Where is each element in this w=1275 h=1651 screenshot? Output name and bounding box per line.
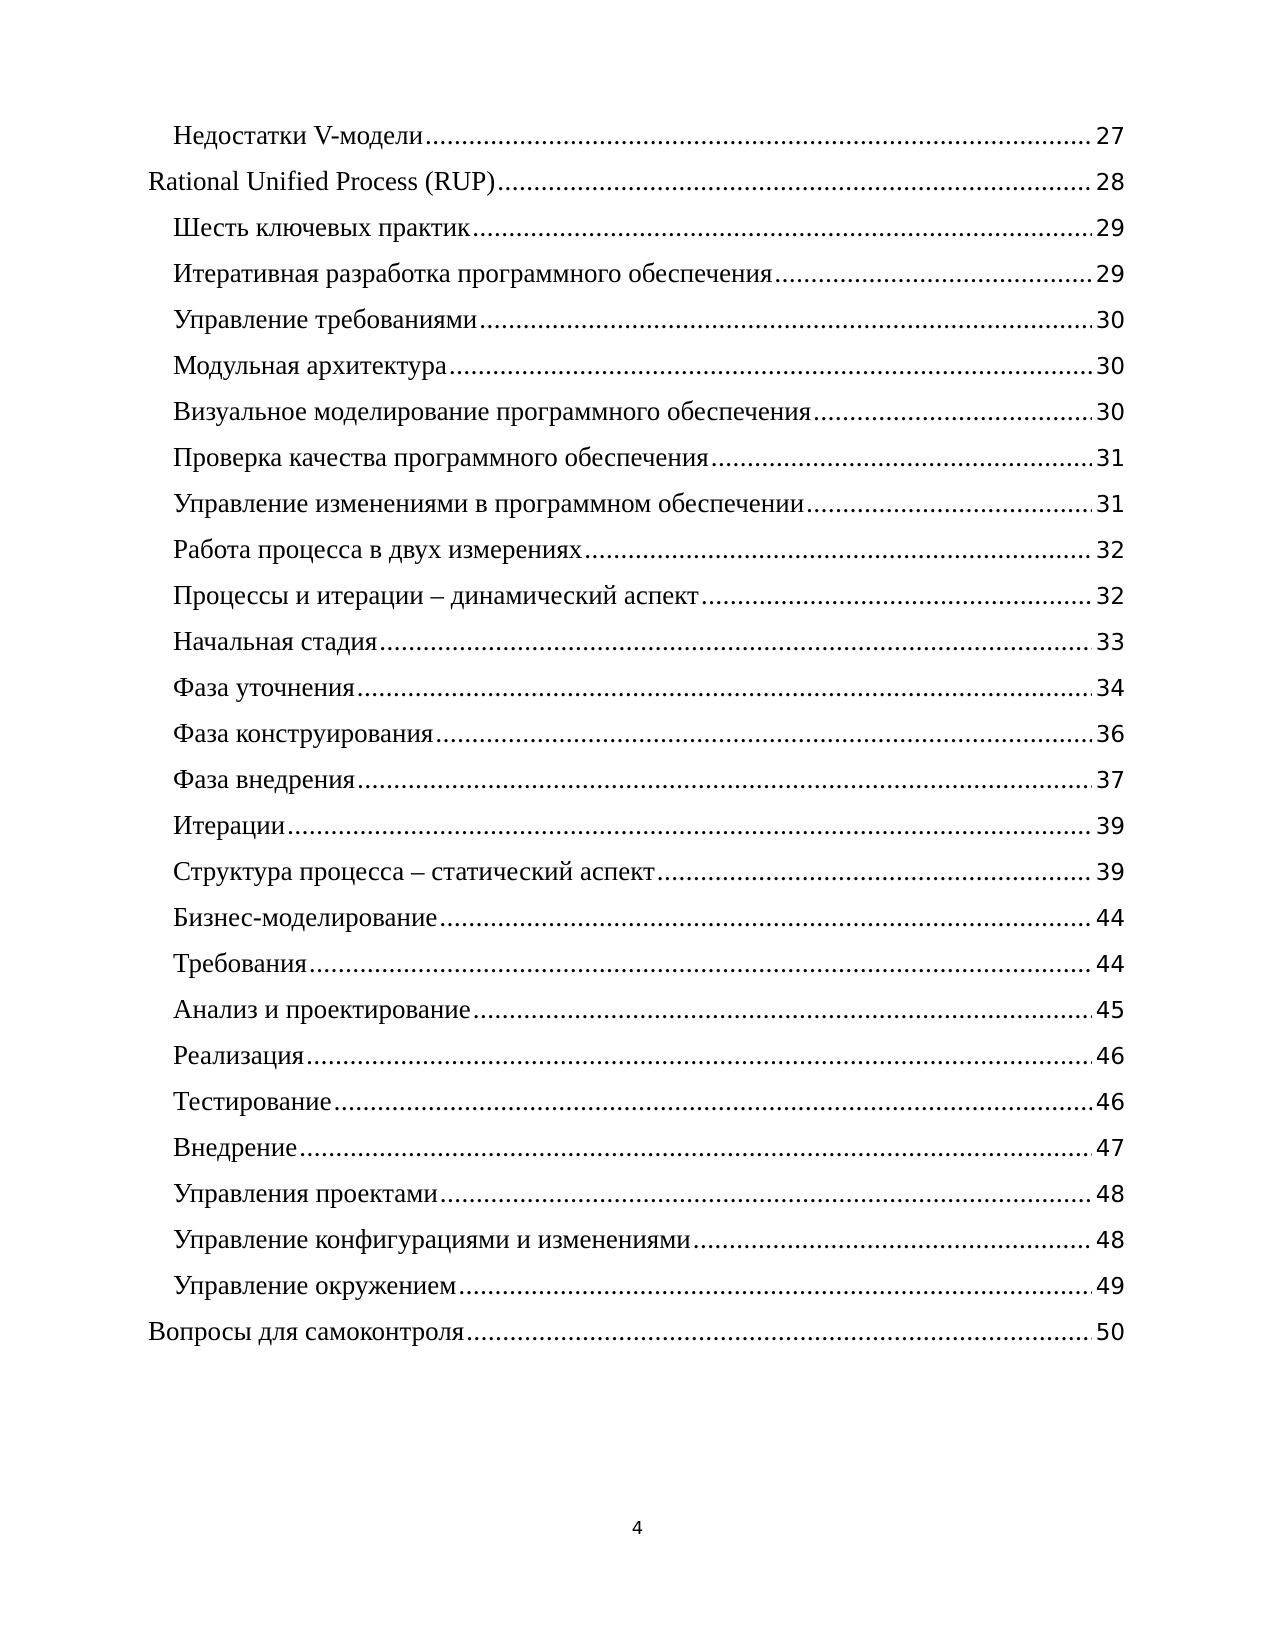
toc-entry-page-number: 50 xyxy=(1095,1320,1125,1346)
toc-entry-page-number: 29 xyxy=(1095,216,1125,242)
toc-entry[interactable] xyxy=(148,388,1125,434)
toc-entry-page-number: 48 xyxy=(1095,1228,1125,1254)
toc-entry-title: Шесть ключевых практик xyxy=(173,212,471,242)
toc-entry[interactable] xyxy=(148,250,1125,296)
toc-entry-title: Недостатки V-модели xyxy=(173,120,424,150)
toc-entry-title: Бизнес-моделирование xyxy=(173,902,438,932)
toc-dot-leader xyxy=(466,1308,1092,1354)
toc-dot-leader xyxy=(306,1032,1092,1078)
toc-entry[interactable] xyxy=(148,940,1125,986)
page-number: 4 xyxy=(631,1518,644,1539)
toc-dot-leader xyxy=(309,940,1092,986)
toc-entry-title: Фаза конструирования xyxy=(173,718,434,748)
toc-entry[interactable] xyxy=(148,1216,1125,1262)
toc-entry[interactable] xyxy=(148,756,1125,802)
toc-entry[interactable] xyxy=(148,848,1125,894)
toc-dot-leader xyxy=(774,250,1092,296)
toc-entry-page-number: 47 xyxy=(1095,1136,1125,1162)
toc-dot-leader xyxy=(357,664,1092,710)
toc-entry-title: Требования xyxy=(173,948,307,978)
toc-entry-page-number: 46 xyxy=(1095,1090,1125,1116)
toc-entry-page-number: 31 xyxy=(1095,446,1125,472)
toc-entry-page-number: 37 xyxy=(1095,768,1125,794)
toc-entry-page-number: 31 xyxy=(1095,492,1125,518)
toc-dot-leader xyxy=(425,112,1092,158)
toc-entry-page-number: 36 xyxy=(1095,722,1125,748)
toc-dot-leader xyxy=(287,802,1092,848)
toc-entry[interactable] xyxy=(148,1170,1125,1216)
toc-dot-leader xyxy=(701,572,1092,618)
toc-entry[interactable] xyxy=(148,1308,1125,1354)
toc-dot-leader xyxy=(357,756,1092,802)
toc-entry-page-number: 30 xyxy=(1095,354,1125,380)
toc-entry-title: Внедрение xyxy=(173,1132,298,1162)
toc-entry-title: Работа процесса в двух измерениях xyxy=(173,534,583,564)
toc-entry-page-number: 45 xyxy=(1095,998,1125,1024)
toc-dot-leader xyxy=(435,710,1092,756)
toc-entry-page-number: 29 xyxy=(1095,262,1125,288)
toc-entry-title: Визуальное моделирование программного обеспечения xyxy=(173,396,812,426)
toc-dot-leader xyxy=(449,342,1092,388)
toc-entry-page-number: 48 xyxy=(1095,1182,1125,1208)
toc-dot-leader xyxy=(497,158,1092,204)
toc-entry[interactable] xyxy=(148,1262,1125,1308)
toc-entry-title: Вопросы для самоконтроля xyxy=(148,1316,465,1346)
toc-entry-title: Процессы и итерации – динамический аспект xyxy=(173,580,699,610)
toc-dot-leader xyxy=(693,1216,1092,1262)
toc-entry-page-number: 39 xyxy=(1095,814,1125,840)
toc-entry-page-number: 30 xyxy=(1095,308,1125,334)
toc-entry-page-number: 32 xyxy=(1095,584,1125,610)
toc-entry-page-number: 49 xyxy=(1095,1274,1125,1300)
toc-entry[interactable] xyxy=(148,112,1125,158)
toc-entry[interactable] xyxy=(148,434,1125,480)
toc-entry-page-number: 44 xyxy=(1095,906,1125,932)
toc-entry-title: Анализ и проектирование xyxy=(173,994,471,1024)
toc-dot-leader xyxy=(806,480,1092,526)
toc-entry[interactable] xyxy=(148,894,1125,940)
toc-entry-page-number: 34 xyxy=(1095,676,1125,702)
toc-dot-leader xyxy=(711,434,1092,480)
toc-dot-leader xyxy=(379,618,1092,664)
toc-dot-leader xyxy=(334,1078,1092,1124)
toc-entry-title: Реализация xyxy=(173,1040,305,1070)
toc-entry-page-number: 44 xyxy=(1095,952,1125,978)
toc-entry[interactable] xyxy=(148,480,1125,526)
toc-dot-leader xyxy=(657,848,1092,894)
toc-entry-title: Начальная стадия xyxy=(173,626,378,656)
toc-entry-title: Проверка качества программного обеспечения xyxy=(173,442,709,472)
toc-dot-leader xyxy=(813,388,1092,434)
toc-entry[interactable] xyxy=(148,158,1125,204)
toc-entry-title: Структура процесса – статический аспект xyxy=(173,856,655,886)
toc-dot-leader xyxy=(584,526,1092,572)
toc-entry-title: Управление окружением xyxy=(173,1270,457,1300)
toc-dot-leader xyxy=(473,986,1092,1032)
toc-dot-leader xyxy=(440,1170,1092,1216)
toc-entry[interactable] xyxy=(148,296,1125,342)
toc-entry[interactable] xyxy=(148,802,1125,848)
toc-entry-page-number: 30 xyxy=(1095,400,1125,426)
toc-entry-title: Фаза уточнения xyxy=(173,672,355,702)
toc-entry-title: Управление требованиями xyxy=(173,304,478,334)
toc-dot-leader xyxy=(472,204,1092,250)
toc-dot-leader xyxy=(299,1124,1092,1170)
toc-entry-title: Rational Unified Process (RUP) xyxy=(148,166,496,196)
table-of-contents xyxy=(148,112,1125,1354)
toc-entry-title: Управление изменениями в программном обеспечении xyxy=(173,488,805,518)
toc-entry-page-number: 33 xyxy=(1095,630,1125,656)
toc-entry[interactable] xyxy=(148,1032,1125,1078)
toc-entry-page-number: 39 xyxy=(1095,860,1125,886)
toc-dot-leader xyxy=(479,296,1092,342)
toc-entry-page-number: 28 xyxy=(1095,170,1125,196)
toc-entry-title: Фаза внедрения xyxy=(173,764,356,794)
toc-entry[interactable] xyxy=(148,342,1125,388)
toc-entry-title: Модульная архитектура xyxy=(173,350,447,380)
toc-entry[interactable] xyxy=(148,1078,1125,1124)
toc-entry-title: Тестирование xyxy=(173,1086,332,1116)
toc-dot-leader xyxy=(439,894,1092,940)
toc-entry[interactable] xyxy=(148,710,1125,756)
toc-entry-page-number: 32 xyxy=(1095,538,1125,564)
toc-entry[interactable] xyxy=(148,1124,1125,1170)
toc-dot-leader xyxy=(458,1262,1092,1308)
toc-entry-title: Итерации xyxy=(173,810,286,840)
toc-entry[interactable] xyxy=(148,986,1125,1032)
toc-entry-title: Управления проектами xyxy=(173,1178,438,1208)
toc-entry[interactable] xyxy=(148,664,1125,710)
toc-entry-title: Итеративная разработка программного обеспечения xyxy=(173,258,773,288)
toc-entry[interactable] xyxy=(148,572,1125,618)
toc-entry[interactable] xyxy=(148,204,1125,250)
toc-entry-page-number: 46 xyxy=(1095,1044,1125,1070)
toc-entry[interactable] xyxy=(148,618,1125,664)
toc-entry[interactable] xyxy=(148,526,1125,572)
toc-entry-page-number: 27 xyxy=(1095,124,1125,150)
toc-entry-title: Управление конфигурациями и изменениями xyxy=(173,1224,691,1254)
